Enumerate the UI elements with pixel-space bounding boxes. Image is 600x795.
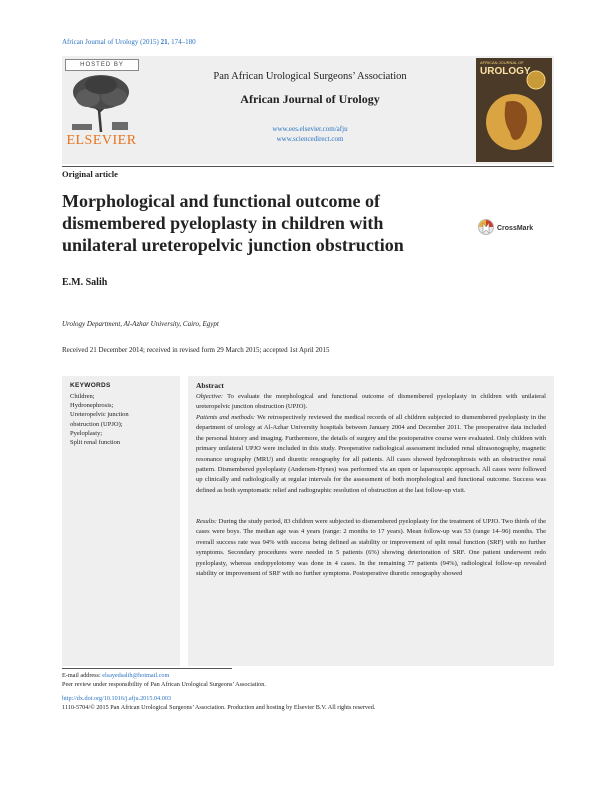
elsevier-tree-logo: [68, 72, 134, 132]
author-affiliation: Urology Department, Al-Azhar University, Cairo, Egypt: [62, 320, 219, 328]
crossmark-label: CrossMark: [497, 224, 534, 232]
cover-title: UROLOGY: [480, 66, 531, 77]
copyright-notice: 1110-5704/© 2015 Pan African Urological Surgeons’ Association. Production and hosting by Elsevier B.V. All rights reserved.: [62, 704, 376, 711]
journal-name: African Journal of Urology: [240, 92, 380, 106]
keywords-list: [70, 392, 180, 447]
association-name: Pan African Urological Surgeons’ Association: [213, 71, 407, 82]
abstract-objective: Objective: To evaluate the morphological and functional outcome of dismembered pyeloplasty in children with unilateral ureteropelvic junction obstruction (UPJO).: [196, 393, 546, 411]
author-email: E-mail address: elsayedsalih@hotmail.com: [62, 672, 170, 679]
author-name: E.M. Salih: [62, 277, 108, 288]
doi-link[interactable]: http://dx.doi.org/10.1016/j.afju.2015.04.003: [62, 695, 172, 702]
footnote-divider: [62, 668, 232, 669]
keyword-item: Children;: [70, 393, 95, 400]
keyword-item: Hydronephrosis;: [70, 402, 114, 410]
keywords-title: KEYWORDS: [70, 382, 111, 389]
crossmark-icon: [478, 219, 494, 237]
keyword-item: Ureteropelvic junction: [70, 411, 129, 419]
crossmark-badge[interactable]: [478, 219, 533, 237]
keyword-item: Pyeloplasty;: [70, 429, 103, 437]
abstract-methods: Patients and methods: We retrospectively reviewed the medical records of all children subjected to dismembered pyeloplasty in the department of urology at Al-Azhar University hospitals between January 2004 and December 2011. The preoperative data included the personal history and imaging. Furthermore, the details of surgery and the postoperative course were evaluated. Only children with primary unilateral UPJO were included in this study. Preoperative radiological assessment included renal ultrasonography, magnetic resonance urography (MRU) and diuretic renography for all patients. All cases showed hydronephrosis with an obstructive renal pattern. Dismembered pyeloplasty (Andersen-Hynes) was performed via an open or laparoscopic approach. All cases were followed up clinically and radiologically at regular intervals for the assessment of both morphological and functional outcome. Success was defined as both symptomatic relief and radiographic resolution of obstruction at the last follow-up visit.: [196, 414, 547, 494]
journal-url-link[interactable]: www.ees.elsevier.com/afju: [272, 125, 348, 133]
keyword-item: Split renal function: [70, 439, 121, 447]
elsevier-wordmark: ELSEVIER: [66, 133, 137, 148]
citation-line: African Journal of Urology (2015) 21, 174–180: [62, 38, 196, 46]
email-link[interactable]: elsayedsalih@hotmail.com: [102, 672, 170, 679]
article-dates: Received 21 December 2014; received in revised form 29 March 2015; accepted 1st April 2015: [62, 346, 330, 354]
article-type: Original article: [62, 169, 118, 179]
peer-review-note: Peer review under responsibility of Pan African Urological Surgeons’ Association.: [62, 681, 266, 688]
cover-subtitle: AFRICAN JOURNAL OF: [480, 60, 524, 65]
abstract-results: Results: During the study period, 83 children were subjected to dismembered pyeloplasty for the treatment of UPJO. Two thirds of the cases were boys. The median age was 4 years (range: 2 months to 17 years). Mean follow-up was 53 (range 14–96) months. The overall success rate was 94% with success being defined as stability or improvement of split renal function (SRF) with no further symptoms. Secondary procedures were needed in 5 patients (6%) showing deterioration of SRF. One patient underwent redo pyeloplasty, whereas endopyelotomy was done in 4 cases. In the remaining 77 patients (94%), radiological follow-up revealed stability or improvement of SRF with no further symptoms. Postoperative diuretic renography showed: [196, 518, 547, 578]
article-title: Morphological and functional outcome of dismembered pyeloplasty in children with unilateral ureteropelvic junction obstruction: [62, 191, 404, 255]
header-divider: [62, 166, 554, 167]
abstract-title: Abstract: [196, 381, 224, 390]
keyword-item: obstruction (UPJO);: [70, 420, 123, 428]
sciencedirect-link[interactable]: www.sciencedirect.com: [276, 135, 344, 143]
hosted-by-label: HOSTED BY: [65, 59, 139, 71]
citation-volume: 21: [160, 38, 168, 46]
journal-urls: [150, 124, 470, 144]
